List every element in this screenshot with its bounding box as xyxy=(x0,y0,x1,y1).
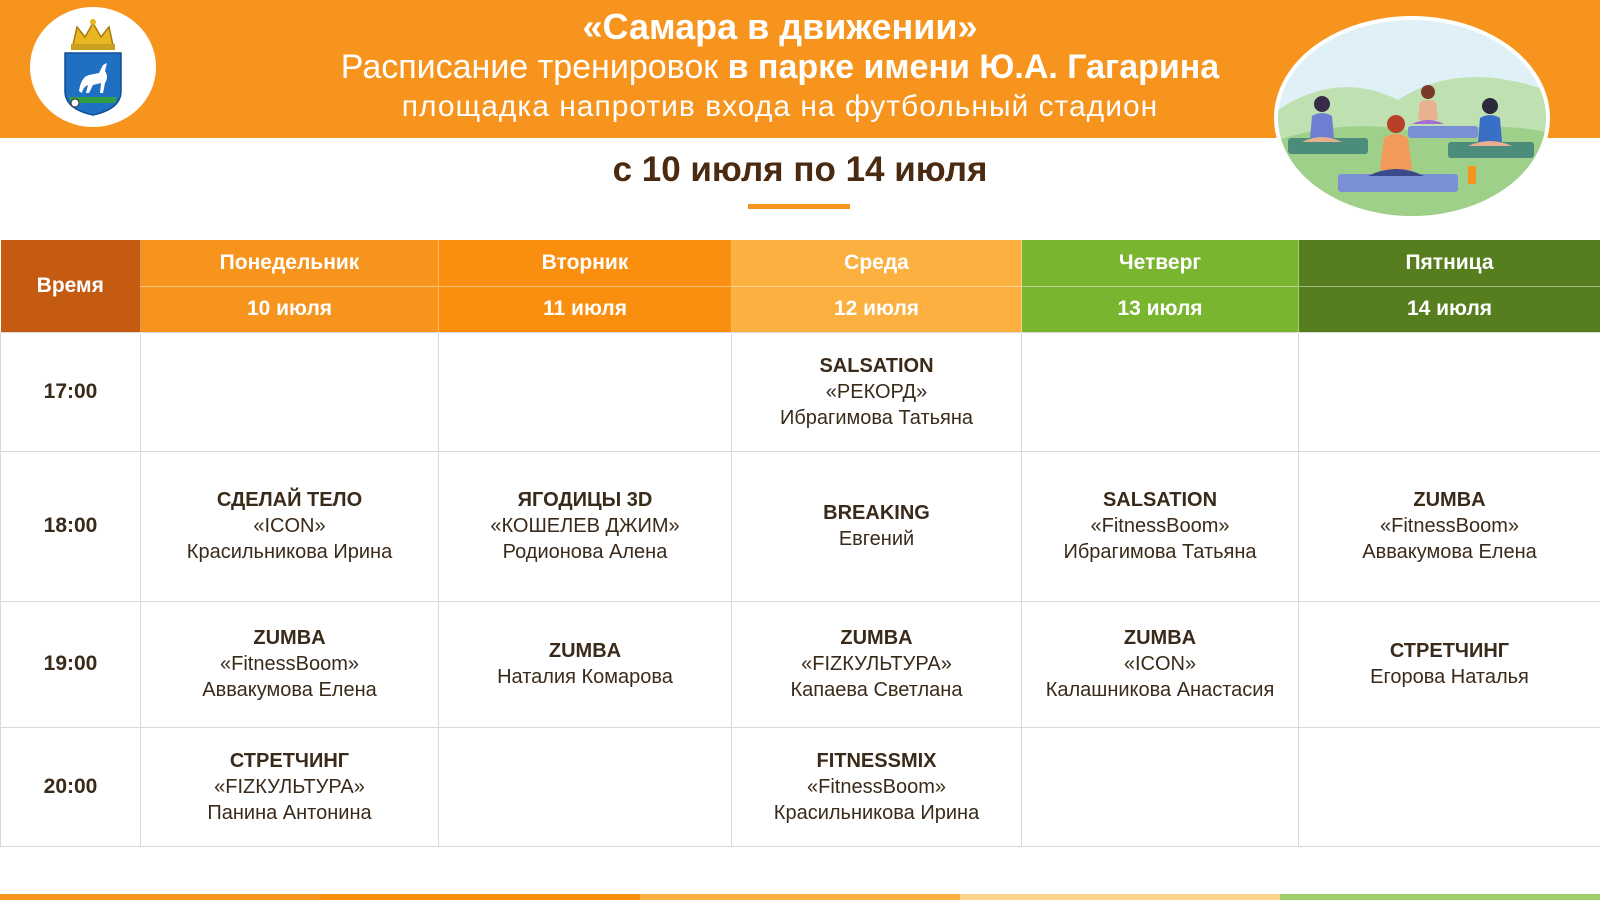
class-name: SALSATION xyxy=(1102,489,1218,511)
class-name: СТРЕТЧИНГ xyxy=(1389,640,1510,662)
session-cell xyxy=(141,727,439,846)
time-cell: 18:00 xyxy=(1,451,141,601)
trainer-name: Аввакумова Елена xyxy=(1362,541,1537,563)
date-underline xyxy=(748,204,850,209)
header-row-dates xyxy=(1,286,1600,332)
club-name: «FIZКУЛЬТУРА» xyxy=(214,775,365,798)
class-name: ZUMBA xyxy=(840,627,913,649)
trainer-name: Ибрагимова Татьяна xyxy=(779,406,974,429)
footer-stripes xyxy=(0,894,1600,900)
date-header-friday: 14 июля xyxy=(1299,286,1600,332)
time-cell: 19:00 xyxy=(1,601,141,727)
logo xyxy=(30,7,156,127)
session-cell-empty xyxy=(141,332,439,451)
session-cell xyxy=(1022,451,1299,601)
date-header-monday: 10 июля xyxy=(141,286,439,332)
session-cell xyxy=(1299,451,1600,601)
class-name: СДЕЛАЙ ТЕЛО xyxy=(216,489,363,511)
date-header-wednesday: 12 июля xyxy=(732,286,1022,332)
session-cell xyxy=(439,601,732,727)
footer-stripe xyxy=(0,894,320,900)
session-cell-empty xyxy=(1299,332,1600,451)
club-name: «FIZКУЛЬТУРА» xyxy=(801,653,952,675)
trainer-name: Евгений xyxy=(838,528,915,550)
date-header-tuesday: 11 июля xyxy=(439,286,732,332)
session-cell-empty xyxy=(439,727,732,846)
day-header-thursday: Четверг xyxy=(1022,240,1299,286)
club-name: «КОШЕЛЕВ ДЖИМ» xyxy=(490,515,680,537)
page-subtitle xyxy=(210,48,1350,87)
illustration xyxy=(1278,20,1546,216)
trainer-name: Наталия Комарова xyxy=(497,666,673,688)
table-row xyxy=(1,601,1600,727)
club-name: «FitnessBoom» xyxy=(1090,515,1230,537)
club-name: «FitnessBoom» xyxy=(1380,515,1519,537)
trainer-name: Панина Антонина xyxy=(207,801,372,824)
session-cell xyxy=(439,451,732,601)
day-header-monday: Понедельник xyxy=(141,240,439,286)
header-row-days xyxy=(1,240,1600,286)
time-cell: 20:00 xyxy=(1,727,141,846)
session-cell-empty xyxy=(439,332,732,451)
group-yoga-illustration xyxy=(1278,20,1546,216)
club-name: «FitnessBoom» xyxy=(807,775,946,798)
class-name: ЯГОДИЦЫ 3D xyxy=(517,489,653,511)
subtitle-park: в парке имени Ю.А. Гагарина xyxy=(727,48,1220,86)
session-cell-empty xyxy=(1022,727,1299,846)
table-row xyxy=(1,727,1600,846)
trainer-name: Егорова Наталья xyxy=(1370,666,1529,688)
time-header: Время xyxy=(1,240,141,332)
table-row xyxy=(1,451,1600,601)
footer-stripe xyxy=(960,894,1280,900)
club-name: «ICON» xyxy=(1123,653,1197,675)
session-cell xyxy=(732,727,1022,846)
trainer-name: Ибрагимова Татьяна xyxy=(1063,541,1257,563)
date-range: с 10 июля по 14 июля xyxy=(612,150,988,189)
session-cell xyxy=(141,601,439,727)
class-name: SALSATION xyxy=(819,354,934,377)
session-cell xyxy=(732,601,1022,727)
session-cell xyxy=(1299,601,1600,727)
location-line: площадка напротив входа на футбольный стадион xyxy=(401,90,1159,123)
club-name: «ICON» xyxy=(253,515,326,537)
class-name: ZUMBA xyxy=(1413,489,1486,511)
trainer-name: Аввакумова Елена xyxy=(202,679,377,701)
day-header-tuesday: Вторник xyxy=(439,240,732,286)
session-cell-empty xyxy=(1299,727,1600,846)
class-name: ZUMBA xyxy=(548,640,622,662)
session-cell xyxy=(141,451,439,601)
trainer-name: Родионова Алена xyxy=(502,541,668,563)
schedule-table xyxy=(0,240,1600,847)
club-name: «FitnessBoom» xyxy=(220,653,359,675)
session-cell xyxy=(1022,601,1299,727)
page-title: «Самара в движении» xyxy=(582,6,978,47)
class-name: ZUMBA xyxy=(253,627,326,649)
class-name: СТРЕТЧИНГ xyxy=(229,749,350,772)
samara-coat-of-arms-icon xyxy=(55,17,131,117)
time-cell: 17:00 xyxy=(1,332,141,451)
club-name: «РЕКОРД» xyxy=(825,380,928,403)
footer-stripe xyxy=(320,894,640,900)
footer-stripe xyxy=(640,894,960,900)
session-cell-empty xyxy=(1022,332,1299,451)
subtitle-prefix: Расписание тренировок xyxy=(340,48,719,86)
date-header-thursday: 13 июля xyxy=(1022,286,1299,332)
footer-stripe xyxy=(1280,894,1600,900)
class-name: ZUMBA xyxy=(1123,627,1197,649)
day-header-friday: Пятница xyxy=(1299,240,1600,286)
trainer-name: Капаева Светлана xyxy=(790,679,963,701)
day-header-wednesday: Среда xyxy=(732,240,1022,286)
trainer-name: Калашникова Анастасия xyxy=(1045,679,1275,701)
table-row xyxy=(1,332,1600,451)
class-name: FITNESSMIX xyxy=(816,749,937,772)
trainer-name: Красильникова Ирина xyxy=(186,541,393,563)
class-name: BREAKING xyxy=(823,502,930,524)
trainer-name: Красильникова Ирина xyxy=(773,801,980,824)
session-cell xyxy=(732,332,1022,451)
session-cell xyxy=(732,451,1022,601)
